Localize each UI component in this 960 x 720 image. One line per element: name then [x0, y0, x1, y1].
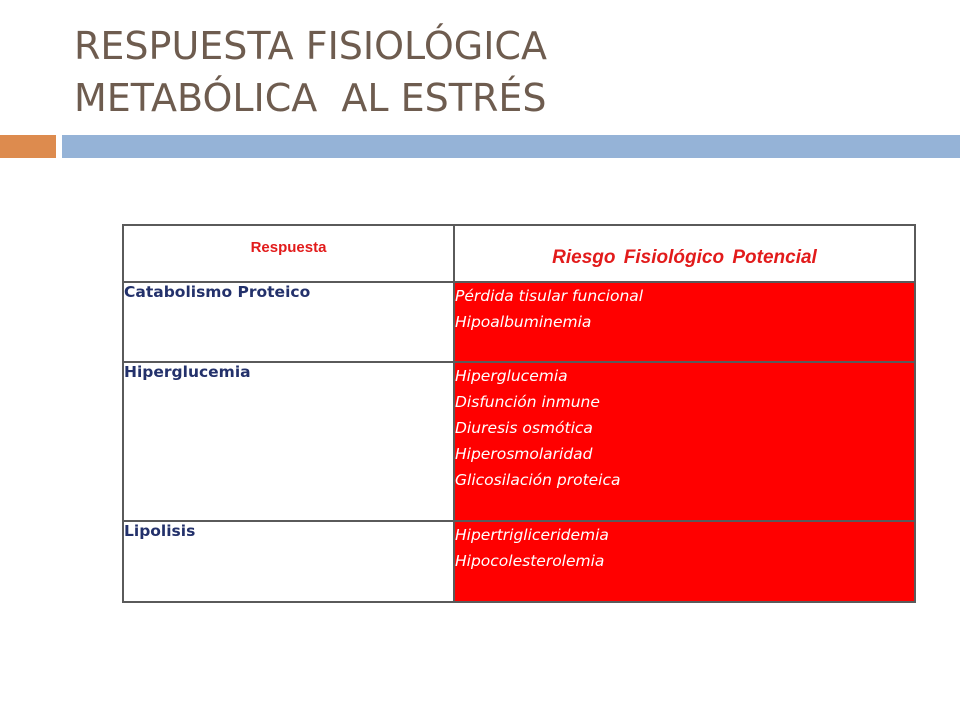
slide-title: [74, 20, 934, 124]
title-line-2: METABÓLICA AL ESTRÉS: [74, 76, 547, 120]
risk-item: Pérdida tisular funcional: [455, 287, 644, 305]
table-row: [123, 282, 915, 362]
table-row: [123, 521, 915, 602]
risk-cell: [454, 362, 915, 521]
title-line-1: RESPUESTA FISIOLÓGICA: [74, 24, 547, 68]
risk-cell: [454, 521, 915, 602]
accent-bar-orange: [0, 135, 56, 158]
risk-item: Disfunción inmune: [455, 393, 600, 411]
risk-item: Hiperglucemia: [455, 367, 568, 385]
header-risk-label: Riesgo Fisiológico Potencial: [552, 246, 817, 268]
response-label: Hiperglucemia: [124, 363, 251, 381]
risk-item: Hiperosmolaridad: [455, 445, 593, 463]
response-label: Catabolismo Proteico: [124, 283, 311, 301]
risk-item: Glicosilación proteica: [455, 471, 621, 489]
response-label: Lipolisis: [124, 522, 196, 540]
risk-item: Hipertrigliceridemia: [455, 526, 609, 544]
risk-list: [455, 522, 914, 574]
table-row: [123, 362, 915, 521]
response-cell: [123, 521, 454, 602]
risk-item: Hipoalbuminemia: [455, 313, 592, 331]
risk-list: [455, 363, 914, 493]
response-cell: [123, 282, 454, 362]
header-response-label: Respuesta: [250, 238, 327, 256]
stress-response-table-frame: [122, 224, 914, 601]
header-cell-risk: [454, 225, 915, 282]
risk-cell: [454, 282, 915, 362]
accent-bar-blue: [62, 135, 960, 158]
table-header-row: [123, 225, 915, 282]
response-cell: [123, 362, 454, 521]
header-cell-response: [123, 225, 454, 282]
stress-response-table: [122, 224, 916, 603]
risk-item: Diuresis osmótica: [455, 419, 593, 437]
risk-item: Hipocolesterolemia: [455, 552, 605, 570]
risk-list: [455, 283, 914, 335]
